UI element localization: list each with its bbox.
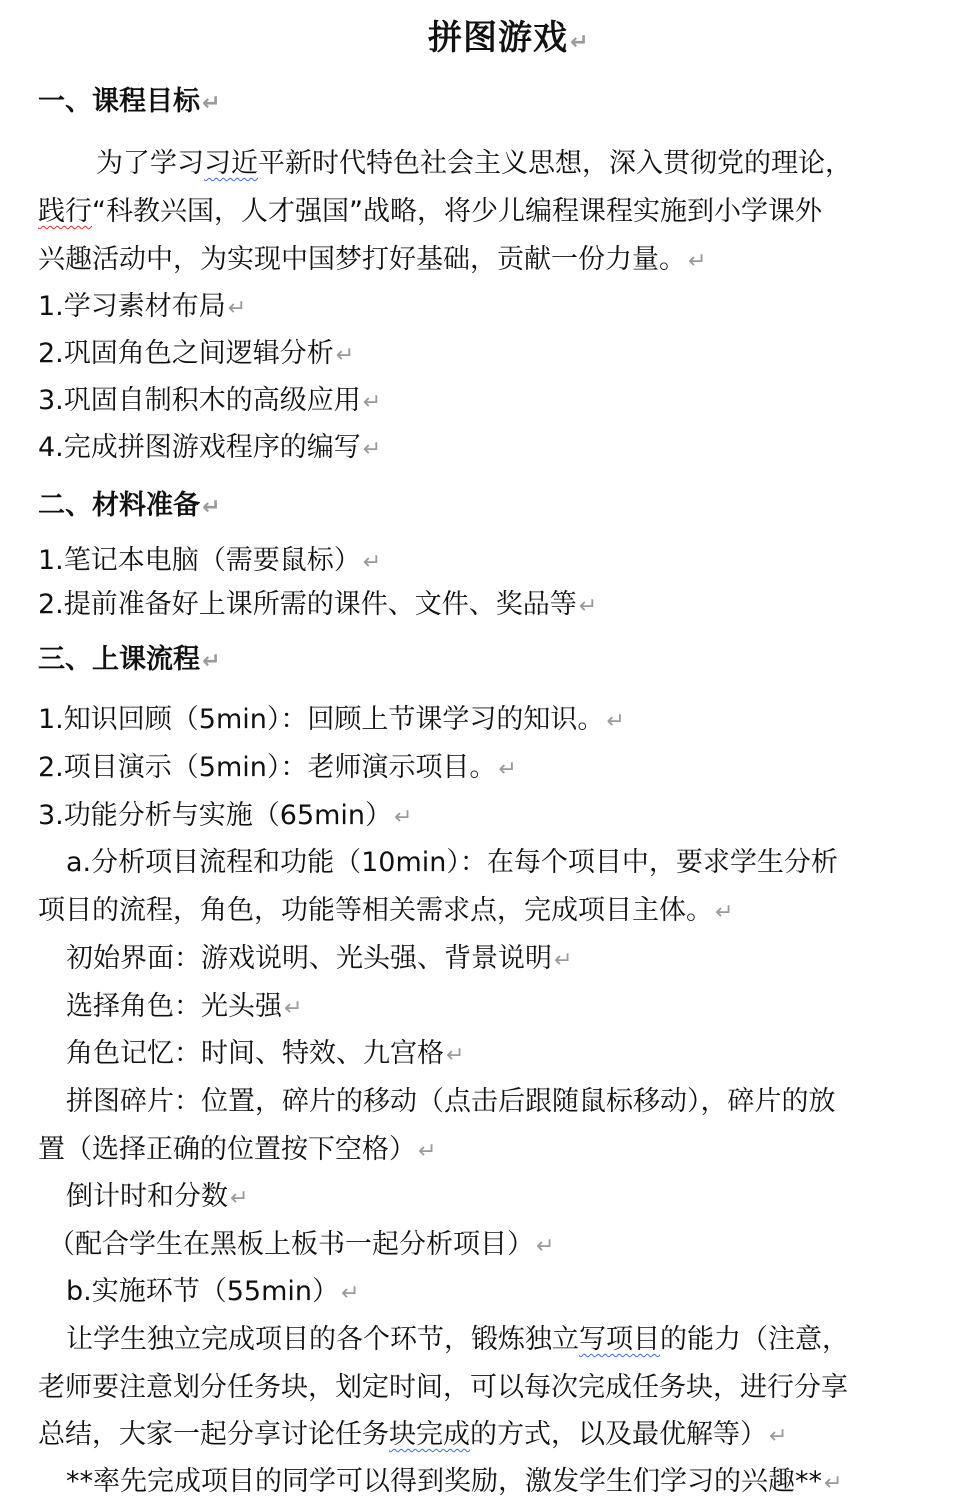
paragraph-mark-icon: ↵ (418, 1139, 437, 1164)
implementation-step (66, 1272, 359, 1312)
spellcheck-marked-text: 践行 (38, 196, 92, 227)
material-item-text: 2.提前准备好上课所需的课件、文件、奖品等 (38, 589, 577, 620)
heading-text: 二、材料准备 (38, 490, 200, 521)
paragraph-mark-icon: ↵ (341, 1281, 360, 1306)
analysis-point-countdown (66, 1177, 248, 1217)
goal-item (38, 428, 381, 468)
implementation-text: 的能力（注意， (660, 1324, 849, 1355)
paragraph-mark-icon: ↵ (230, 1186, 249, 1211)
intro-line-2 (38, 192, 822, 232)
implementation-line-2 (38, 1368, 848, 1408)
analysis-line-2 (38, 891, 733, 931)
section-heading-materials (38, 486, 220, 526)
paragraph-mark-icon: ↵ (498, 757, 517, 782)
intro-text: 兴趣活动中，为实现中国梦打好基础，贡献一份力量。 (38, 244, 686, 275)
paragraph-mark-icon: ↵ (335, 343, 355, 368)
paragraph-mark-icon: ↵ (362, 550, 382, 575)
implementation-line-3 (38, 1415, 787, 1455)
goal-item-text: 4.完成拼图游戏程序的编写 (38, 432, 361, 463)
process-step-text: 2.项目演示（5min）：老师演示项目。 (38, 752, 497, 783)
paragraph-mark-icon: ↵ (570, 30, 590, 55)
document-title (428, 14, 589, 62)
implementation-text: 让学生独立完成项目的各个环节，锻炼独立 (66, 1324, 579, 1355)
analysis-text: a.分析项目流程和功能（10min）：在每个项目中，要求学生分析 (66, 847, 838, 878)
process-step-text: 3.功能分析与实施（65min） (38, 800, 393, 831)
paragraph-mark-icon: ↵ (769, 1424, 788, 1449)
implementation-text: 的方式，以及最优解等） (470, 1419, 767, 1450)
process-step (38, 700, 625, 740)
paragraph-mark-icon: ↵ (536, 1234, 555, 1259)
reward-text: **率先完成项目的同学可以得到奖励，激发学生们学习的兴趣** (66, 1466, 822, 1497)
analysis-point-text: 角色记忆：时间、特效、九宫格 (66, 1038, 444, 1069)
paragraph-mark-icon: ↵ (202, 91, 221, 116)
process-step (38, 748, 517, 788)
analysis-point-text: 初始界面：游戏说明、光头强、背景说明 (66, 943, 552, 974)
heading-text: 三、上课流程 (38, 644, 200, 675)
material-item (38, 541, 381, 581)
paragraph-mark-icon: ↵ (284, 996, 303, 1021)
intro-text: 为了学习 (96, 148, 204, 179)
material-item-text: 1.笔记本电脑（需要鼠标） (38, 545, 361, 576)
section-heading-goals (38, 82, 220, 122)
paragraph-mark-icon: ↵ (362, 437, 382, 462)
note-text: （配合学生在黑板上板书一起分析项目） (48, 1229, 534, 1260)
analysis-point-memory (66, 1034, 464, 1074)
implementation-text: 总结，大家一起分享讨论任务 (38, 1419, 389, 1450)
spellcheck-marked-text: 块完成 (389, 1419, 470, 1450)
analysis-point-pieces-cont (38, 1130, 436, 1170)
paragraph-mark-icon: ↵ (824, 1471, 843, 1496)
spellcheck-marked-text: 习近 (204, 148, 258, 179)
spellcheck-marked-text: 写项目 (579, 1324, 660, 1355)
analysis-point-select (66, 987, 302, 1027)
analysis-text: 项目的流程，角色，功能等相关需求点，完成项目主体。 (38, 895, 713, 926)
goal-item (38, 381, 381, 421)
paragraph-mark-icon: ↵ (202, 649, 221, 674)
analysis-point-text: 置（选择正确的位置按下空格） (38, 1134, 416, 1165)
intro-line-3 (38, 240, 706, 280)
material-item (38, 585, 597, 625)
intro-line-1 (96, 144, 852, 184)
analysis-point-initial (66, 939, 572, 979)
analysis-line-1 (66, 843, 838, 883)
paragraph-mark-icon: ↵ (688, 249, 707, 274)
title-text: 拼图游戏 (428, 18, 568, 58)
paragraph-mark-icon: ↵ (362, 390, 382, 415)
implementation-line-1 (66, 1320, 849, 1360)
goal-item-text: 2.巩固角色之间逻辑分析 (38, 338, 334, 369)
goal-item (38, 334, 354, 374)
paragraph-mark-icon: ↵ (227, 296, 247, 321)
goal-item (38, 287, 246, 327)
implementation-step-text: b.实施环节（55min） (66, 1276, 339, 1307)
analysis-point-text: 选择角色：光头强 (66, 991, 282, 1022)
paragraph-mark-icon: ↵ (202, 495, 221, 520)
analysis-point-text: 倒计时和分数 (66, 1181, 228, 1212)
paragraph-mark-icon: ↵ (715, 900, 734, 925)
heading-text: 一、课程目标 (38, 86, 200, 117)
blackboard-note (48, 1225, 554, 1265)
paragraph-mark-icon: ↵ (554, 948, 573, 973)
process-step (38, 796, 412, 836)
analysis-point-pieces (66, 1082, 836, 1122)
goal-item-text: 3.巩固自制积木的高级应用 (38, 385, 361, 416)
analysis-point-text: 拼图碎片：位置，碎片的移动（点击后跟随鼠标移动），碎片的放 (66, 1086, 836, 1117)
section-heading-process (38, 640, 220, 680)
reward-note (66, 1462, 842, 1502)
process-step-text: 1.知识回顾（5min）：回顾上节课学习的知识。 (38, 704, 605, 735)
paragraph-mark-icon: ↵ (578, 594, 598, 619)
paragraph-mark-icon: ↵ (394, 805, 413, 830)
implementation-text: 老师要注意划分任务块，划定时间，可以每次完成任务块，进行分享 (38, 1372, 848, 1403)
intro-text: 平新时代特色社会主义思想，深入贯彻党的理论， (258, 148, 852, 179)
paragraph-mark-icon: ↵ (606, 709, 625, 734)
paragraph-mark-icon: ↵ (446, 1043, 465, 1068)
intro-text: “科教兴国，人才强国”战略，将少儿编程课程实施到小学课外 (92, 196, 822, 227)
goal-item-text: 1.学习素材布局 (38, 291, 226, 322)
